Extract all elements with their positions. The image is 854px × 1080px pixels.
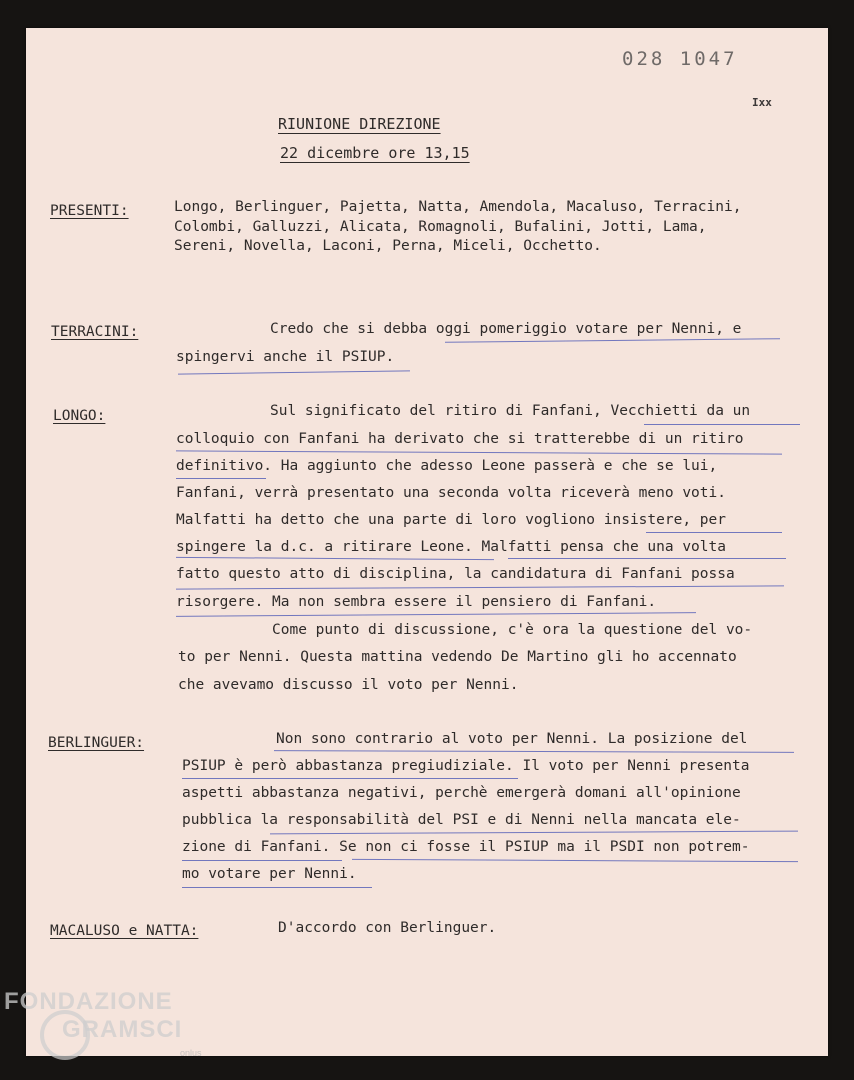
longo-line: Malfatti ha detto che una parte di loro vogliono insistere, per [176,512,726,528]
pen-underline [182,778,518,779]
longo-line: spingere la d.c. a ritirare Leone. Malfatti pensa che una volta [176,539,726,555]
terracini-line: spingervi anche il PSIUP. [176,349,395,365]
terracini-line: Credo che si debba oggi pomeriggio votare per Nenni, e [270,321,742,337]
pen-underline [176,478,266,479]
longo-label: LONGO: [53,408,106,424]
berlinguer-line: mo votare per Nenni. [182,866,357,882]
document-number: 028 1047 [622,48,738,70]
terracini-label: TERRACINI: [51,324,139,340]
watermark-logo [4,988,214,1068]
longo-line: risorgere. Ma non sembra essere il pensiero di Fanfani. [176,594,657,610]
presenti-line: Sereni, Novella, Laconi, Perna, Miceli, Occhetto. [174,238,602,254]
corner-mark: Ixx [752,96,772,109]
berlinguer-line: aspetti abbastanza negativi, perchè emergerà domani all'opinione [182,785,741,801]
berlinguer-line: Non sono contrario al voto per Nenni. La posizione del [276,731,748,747]
presenti-label: PRESENTI: [50,203,129,219]
watermark-line3: onlus [180,1048,202,1058]
berlinguer-label: BERLINGUER: [48,735,145,751]
longo-line: to per Nenni. Questa mattina vedendo De Martino gli ho accennato [178,649,737,665]
macaluso-natta-line: D'accordo con Berlinguer. [278,920,497,936]
meeting-title: RIUNIONE DIREZIONE [278,115,441,133]
presenti-line: Longo, Berlinguer, Pajetta, Natta, Amendola, Macaluso, Terracini, [174,199,742,215]
berlinguer-line: pubblica la responsabilità del PSI e di Nenni nella mancata ele- [182,812,741,828]
longo-line: colloquio con Fanfani ha derivato che si tratterebbe di un ritiro [176,431,744,447]
watermark-line1: FONDAZIONE [4,988,173,1015]
pen-underline [182,887,372,888]
presenti-line: Colombi, Galluzzi, Alicata, Romagnoli, Bufalini, Jotti, Lama, [174,219,707,235]
pen-underline [644,424,800,425]
berlinguer-line: zione di Fanfani. Se non ci fosse il PSIUP ma il PSDI non potrem- [182,839,750,855]
longo-line: fatto questo atto di disciplina, la candidatura di Fanfani possa [176,566,735,582]
longo-line: Fanfani, verrà presentato una seconda volta riceverà meno voti. [176,485,726,501]
longo-line: che avevamo discusso il voto per Nenni. [178,677,519,693]
longo-line: Come punto di discussione, c'è ora la questione del vo- [272,622,753,638]
watermark-line2: GRAMSCI [62,1016,183,1043]
macaluso-natta-label: MACALUSO e NATTA: [50,923,199,939]
meeting-date: 22 dicembre ore 13,15 [280,144,470,162]
berlinguer-line: PSIUP è però abbastanza pregiudiziale. Il voto per Nenni presenta [182,758,750,774]
pen-underline [182,860,342,861]
pen-underline [646,532,782,533]
longo-line: definitivo. Ha aggiunto che adesso Leone passerà e che se lui, [176,458,718,474]
longo-line: Sul significato del ritiro di Fanfani, Vecchietti da un [270,403,751,419]
pen-underline [508,558,786,559]
